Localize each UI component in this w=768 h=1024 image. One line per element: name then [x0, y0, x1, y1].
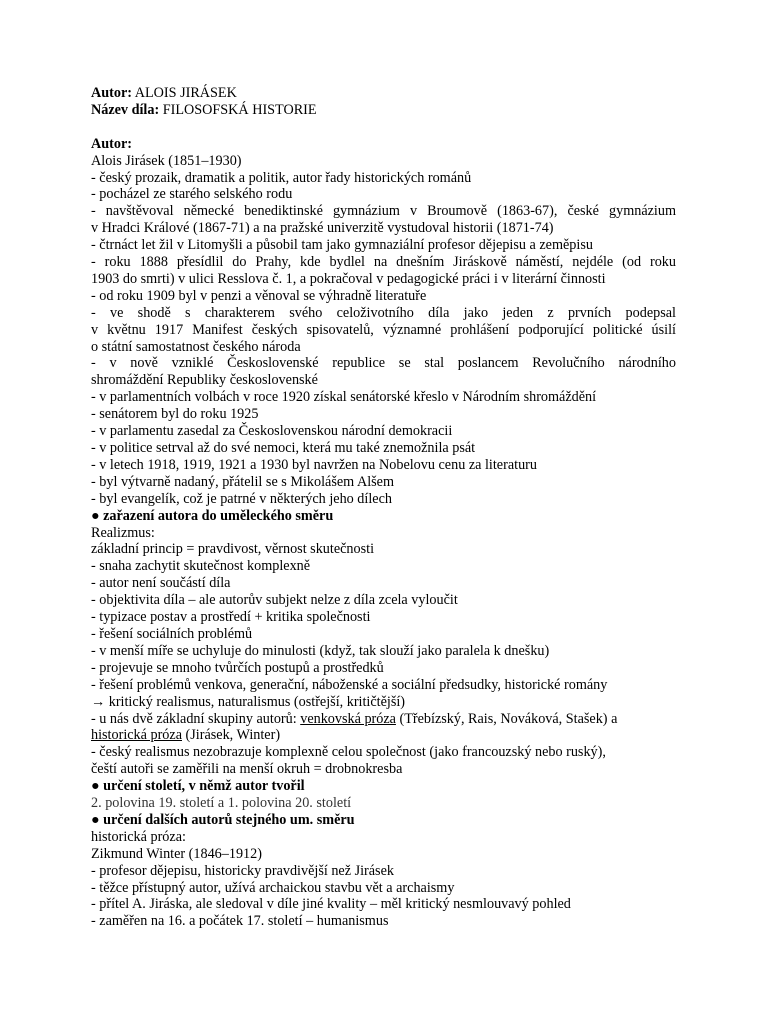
movement-line: - řešení sociálních problémů — [91, 625, 253, 642]
others-line: - zaměřen na 16. a počátek 17. století – humanismus — [91, 913, 389, 930]
movement-line: základní princip = pravdivost, věrnost skutečnosti — [91, 541, 375, 558]
author-header-line — [91, 85, 676, 102]
author-line: - pocházel ze starého selského rodu — [91, 186, 293, 203]
arrow-line — [91, 694, 676, 711]
author-line: - od roku 1909 byl v penzi a věnoval se výhradně literatuře — [91, 287, 427, 304]
group-rural-prose: venkovská próza — [300, 710, 396, 727]
author-line: - senátorem byl do roku 1925 — [91, 406, 259, 423]
movement-line: - autor není součástí díla — [91, 575, 231, 592]
title-label: Název díla: — [91, 101, 160, 118]
others-line: historická próza: — [91, 828, 186, 845]
author-section-heading: Autor: — [91, 135, 132, 152]
movement-line: čeští autoři se zaměřili na menší okruh = drobnokresba — [91, 761, 403, 778]
movement-line: - řešení problémů venkova, generační, náboženské a sociální předsudky, historické romány — [91, 676, 608, 693]
author-line: - ve shodě s charakterem svého celoživotního díla jako jeden z prvních podepsal — [91, 304, 676, 321]
groups-line: - u nás dvě základní skupiny autorů: venkovská próza (Třebízský, Rais, Nováková, Stašek) a — [91, 710, 618, 727]
others-line: - profesor dějepisu, historicky pravdivější než Jirásek — [91, 862, 394, 879]
movement-line: - v menší míře se uchyluje do minulosti (když, tak slouží jako paralela k dnešku) — [91, 642, 550, 659]
century-heading: ● určení století, v němž autor tvořil — [91, 778, 305, 795]
author-line: - roku 1888 přesídlil do Prahy, kde bydlel na dnešním Jiráskově náměstí, nejdéle (od roku — [91, 254, 676, 271]
movement-line: - český realismus nezobrazuje komplexně celou společnost (jako francouzský nebo ruský), — [91, 744, 606, 761]
author-line: shromáždění Republiky československé — [91, 372, 318, 389]
groups-line-2: historická próza (Jirásek, Winter) — [91, 727, 281, 744]
author-line: 1903 do smrti) v ulici Resslova č. 1, a pokračoval v pedagogické práci i v literární činnosti — [91, 270, 606, 287]
title-header-line — [91, 102, 676, 119]
author-line: v květnu 1917 Manifest českých spisovatelů, významné prohlášení podporující politické úsilí — [91, 321, 676, 338]
author-line: - byl výtvarně nadaný, přátelil se s Mikolášem Alšem — [91, 473, 394, 490]
arrow-line-text: kritický realismus, naturalismus (ostřejší, kritičtější) — [105, 693, 406, 710]
arrow-icon: → — [91, 693, 106, 710]
movement-line: - objektivita díla – ale autorův subjekt nelze z díla zcela vyloučit — [91, 592, 458, 609]
author-line: - navštěvoval německé benediktinské gymnázium v Broumově (1863-67), české gymnázium — [91, 203, 676, 220]
others-heading: ● určení dalších autorů stejného um. směru — [91, 811, 355, 828]
spacer — [91, 119, 676, 136]
movement-line: - snaha zachytit skutečnost komplexně — [91, 558, 311, 575]
others-line: Zikmund Winter (1846–1912) — [91, 845, 262, 862]
author-line: o státní samostatnost českého národa — [91, 338, 301, 355]
author-line: Alois Jirásek (1851–1930) — [91, 152, 242, 169]
author-label: Autor: — [91, 85, 132, 101]
movement-line: - typizace postav a prostředí + kritika společnosti — [91, 609, 371, 626]
author-line: - český prozaik, dramatik a politik, autor řady historických románů — [91, 169, 472, 186]
author-line: - čtrnáct let žil v Litomyšli a působil tam jako gymnaziální profesor dějepisu a zeměpisu — [91, 237, 593, 254]
author-line: - byl evangelík, což je patrné v některých jeho dílech — [91, 490, 392, 507]
author-line: - v parlamentu zasedal za Československou národní demokracii — [91, 423, 453, 440]
group-historical-prose: historická próza — [91, 727, 182, 744]
movement-line: Realizmus: — [91, 524, 155, 541]
author-line: v Hradci Králové (1867-71) a na pražské univerzitě vystudoval historii (1871-74) — [91, 220, 554, 237]
movement-line: - projevuje se mnoho tvůrčích postupů a prostředků — [91, 659, 384, 676]
author-line: - v nově vzniklé Československé republice se stal poslancem Revolučního národního — [91, 355, 676, 372]
movement-heading: ● zařazení autora do uměleckého směru — [91, 507, 334, 524]
author-line: - v parlamentních volbách v roce 1920 získal senátorské křeslo v Národním shromáždění — [91, 389, 597, 406]
document-page — [91, 85, 676, 930]
author-value: ALOIS JIRÁSEK — [134, 85, 237, 101]
others-line: - těžce přístupný autor, užívá archaickou stavbu vět a archaismy — [91, 879, 455, 896]
title-value: FILOSOFSKÁ HISTORIE — [162, 101, 317, 118]
author-line: - v politice setrval až do své nemoci, která mu také znemožnila psát — [91, 440, 476, 457]
others-line: - přítel A. Jiráska, ale sledoval v díle jiné kvality – měl kritický nesmlouvavý pohled — [91, 896, 571, 913]
author-line: - v letech 1918, 1919, 1921 a 1930 byl navržen na Nobelovu cenu za literaturu — [91, 456, 537, 473]
century-text: 2. polovina 19. století a 1. polovina 20. století — [91, 795, 352, 812]
